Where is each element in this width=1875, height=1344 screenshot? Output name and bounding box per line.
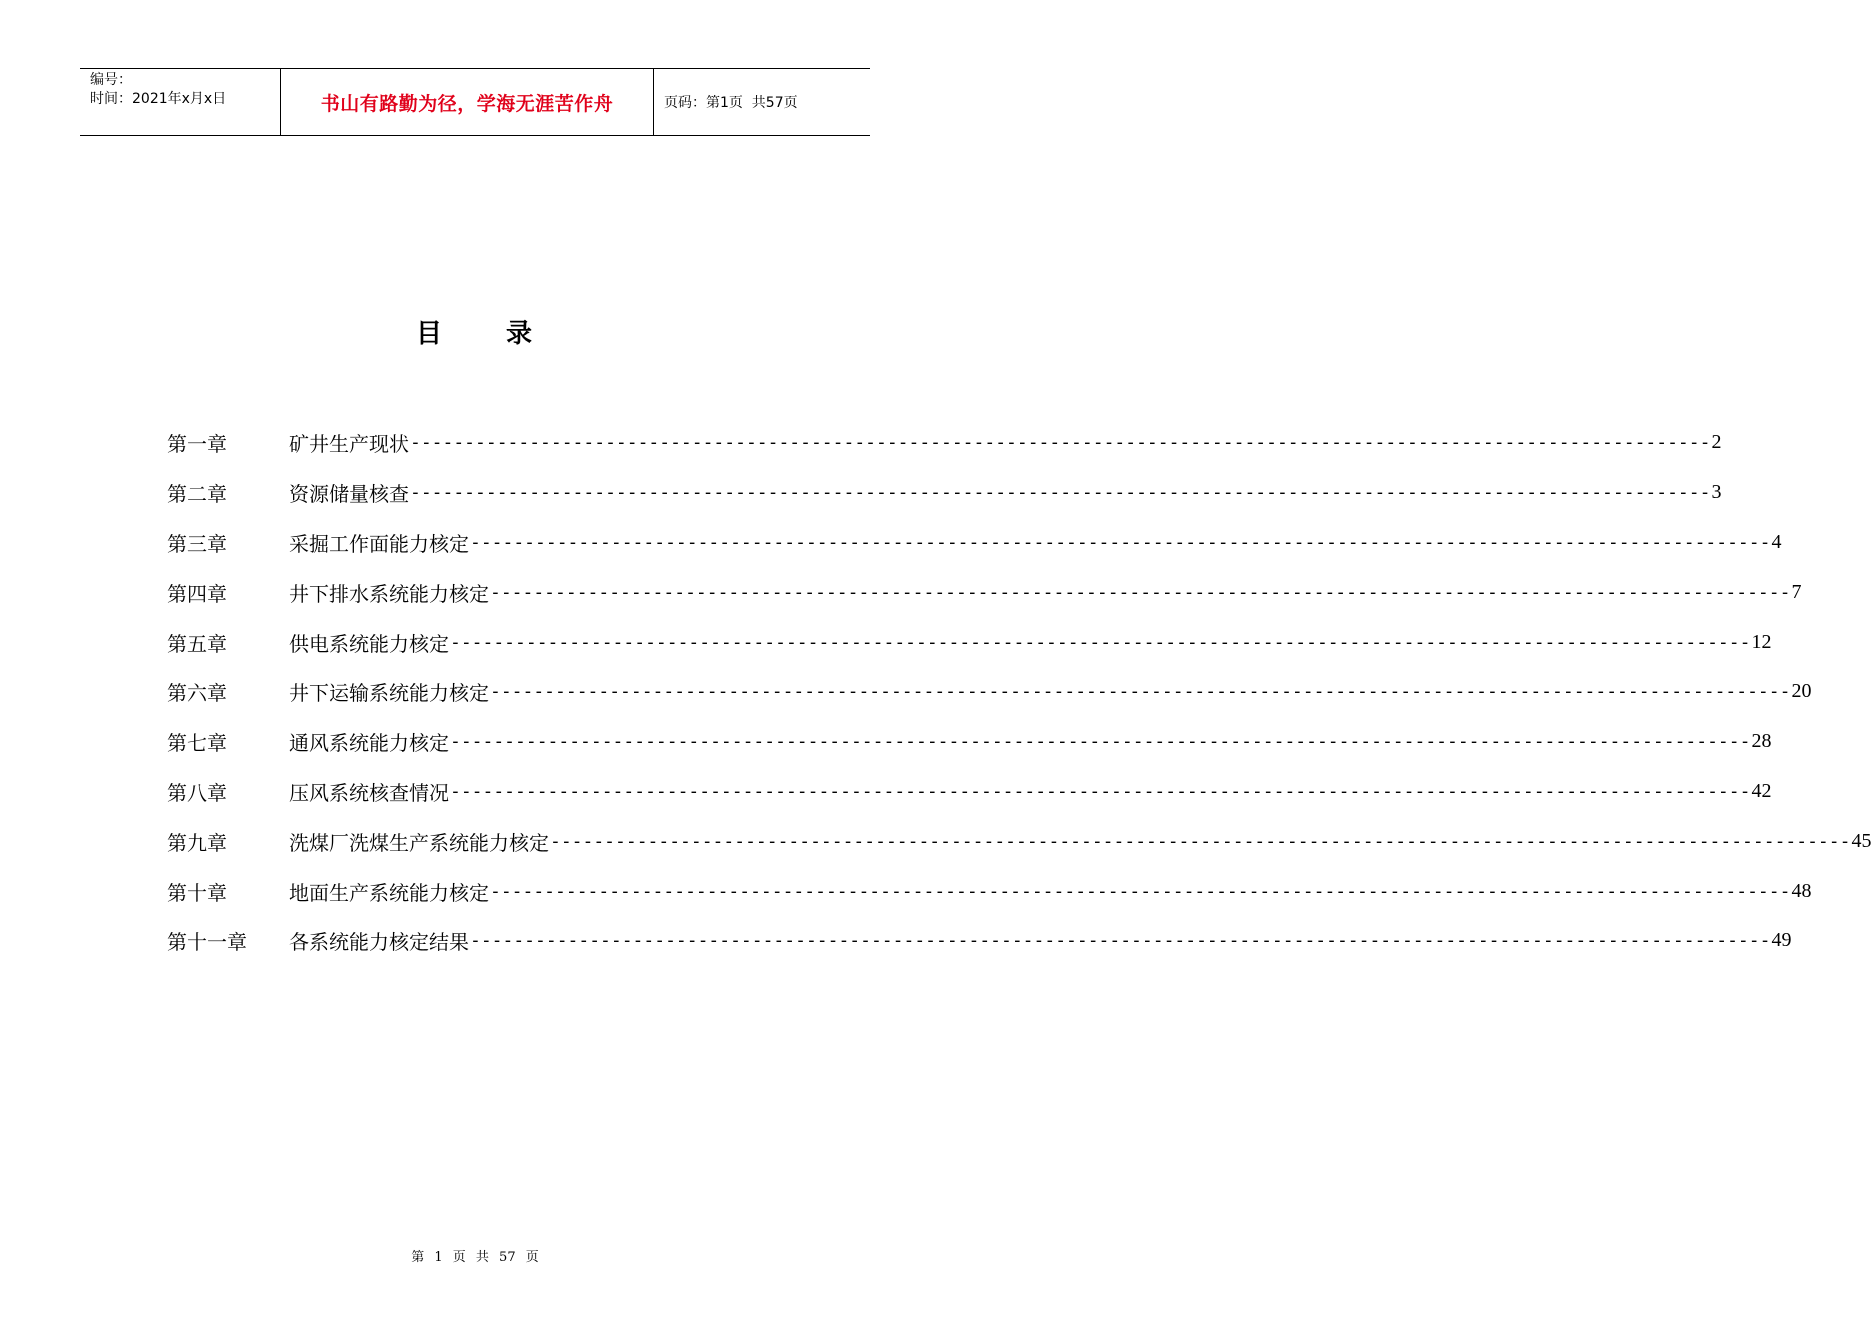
toc-title — [0, 313, 950, 350]
toc-entry[interactable] — [167, 916, 1792, 966]
toc-chapter: 第二章 — [167, 482, 227, 507]
header-motto-cell — [281, 69, 654, 135]
toc-entry[interactable] — [167, 866, 1812, 916]
toc-entry-title: 井下运输系统能力核定 — [289, 681, 489, 706]
toc-entry[interactable] — [167, 567, 1802, 617]
page-header — [80, 68, 870, 136]
toc-entry-title: 压风系统核查情况 — [289, 780, 449, 805]
toc-leader: ------------------------------------------------------------------------------------------------------------------------ — [470, 930, 1771, 952]
toc-entry[interactable] — [167, 518, 1782, 568]
toc-entry[interactable] — [167, 767, 1772, 817]
toc-entry-title: 地面生产系统能力核定 — [289, 880, 489, 905]
toc-title-char-2: 录 — [506, 319, 535, 349]
toc-chapter: 第十章 — [167, 880, 227, 905]
toc-page-number: 2 — [1711, 431, 1722, 454]
toc-leader: ------------------------------------------------------------------------------------------------------------------------ — [470, 531, 1771, 553]
table-of-contents — [167, 418, 1872, 966]
toc-chapter: 第七章 — [167, 731, 227, 756]
toc-page-number: 42 — [1751, 779, 1772, 802]
toc-entry[interactable] — [167, 617, 1772, 667]
toc-page-number: 20 — [1791, 680, 1812, 703]
toc-entry-title: 井下排水系统能力核定 — [289, 581, 489, 606]
toc-page-number: 28 — [1751, 730, 1772, 753]
toc-leader: ------------------------------------------------------------------------------------------------------------------------ — [450, 631, 1751, 653]
toc-page-number: 48 — [1791, 879, 1812, 902]
toc-chapter: 第一章 — [167, 432, 227, 457]
toc-entry[interactable] — [167, 468, 1722, 518]
toc-chapter: 第五章 — [167, 631, 227, 656]
toc-page-number: 49 — [1771, 929, 1792, 952]
page-footer — [0, 1246, 950, 1265]
toc-leader: ------------------------------------------------------------------------------------------------------------------------ — [490, 880, 1791, 902]
header-motto: 书山有路勤为径，学海无涯苦作舟 — [320, 92, 614, 115]
toc-page-number: 7 — [1791, 580, 1802, 603]
toc-chapter: 第三章 — [167, 531, 227, 556]
toc-entry[interactable] — [167, 717, 1772, 767]
toc-entry-title: 矿井生产现状 — [289, 432, 409, 457]
toc-page-number: 12 — [1751, 630, 1772, 653]
header-page-cell — [654, 69, 870, 135]
toc-leader: ------------------------------------------------------------------------------------------------------------------------ — [450, 731, 1751, 753]
toc-leader: ------------------------------------------------------------------------------------------------------------------------ — [490, 581, 1791, 603]
toc-leader: ------------------------------------------------------------------------------------------------------------------------ — [550, 830, 1851, 852]
header-page-info: 页码：第1页 共57页 — [664, 95, 798, 111]
toc-chapter: 第四章 — [167, 581, 227, 606]
serial-label: 编号： — [90, 72, 132, 88]
toc-leader: ------------------------------------------------------------------------------------------------------------------------ — [410, 432, 1711, 454]
toc-chapter: 第六章 — [167, 681, 227, 706]
toc-entry-title: 供电系统能力核定 — [289, 631, 449, 656]
toc-entry-title: 采掘工作面能力核定 — [289, 531, 469, 556]
toc-leader: ------------------------------------------------------------------------------------------------------------------------ — [450, 780, 1751, 802]
toc-chapter: 第八章 — [167, 780, 227, 805]
header-meta-cell — [80, 69, 281, 135]
toc-entry[interactable] — [167, 816, 1872, 866]
toc-entry-title: 资源储量核查 — [289, 482, 409, 507]
toc-entry[interactable] — [167, 667, 1812, 717]
toc-entry-title: 通风系统能力核定 — [289, 731, 449, 756]
toc-entry-title: 各系统能力核定结果 — [289, 930, 469, 955]
toc-page-number: 4 — [1771, 530, 1782, 553]
time-label: 时间：2021年x月x日 — [90, 91, 227, 107]
toc-entry-title: 洗煤厂洗煤生产系统能力核定 — [289, 830, 549, 855]
footer-page-text: 第 1 页 共 57 页 — [411, 1250, 539, 1265]
toc-chapter: 第九章 — [167, 830, 227, 855]
toc-page-number: 45 — [1851, 829, 1872, 852]
toc-title-char-1: 目 — [415, 319, 444, 349]
toc-entry[interactable] — [167, 418, 1722, 468]
toc-leader: ------------------------------------------------------------------------------------------------------------------------ — [410, 482, 1711, 504]
toc-chapter: 第十一章 — [167, 930, 247, 955]
toc-page-number: 3 — [1711, 481, 1722, 504]
toc-leader: ------------------------------------------------------------------------------------------------------------------------ — [490, 681, 1791, 703]
